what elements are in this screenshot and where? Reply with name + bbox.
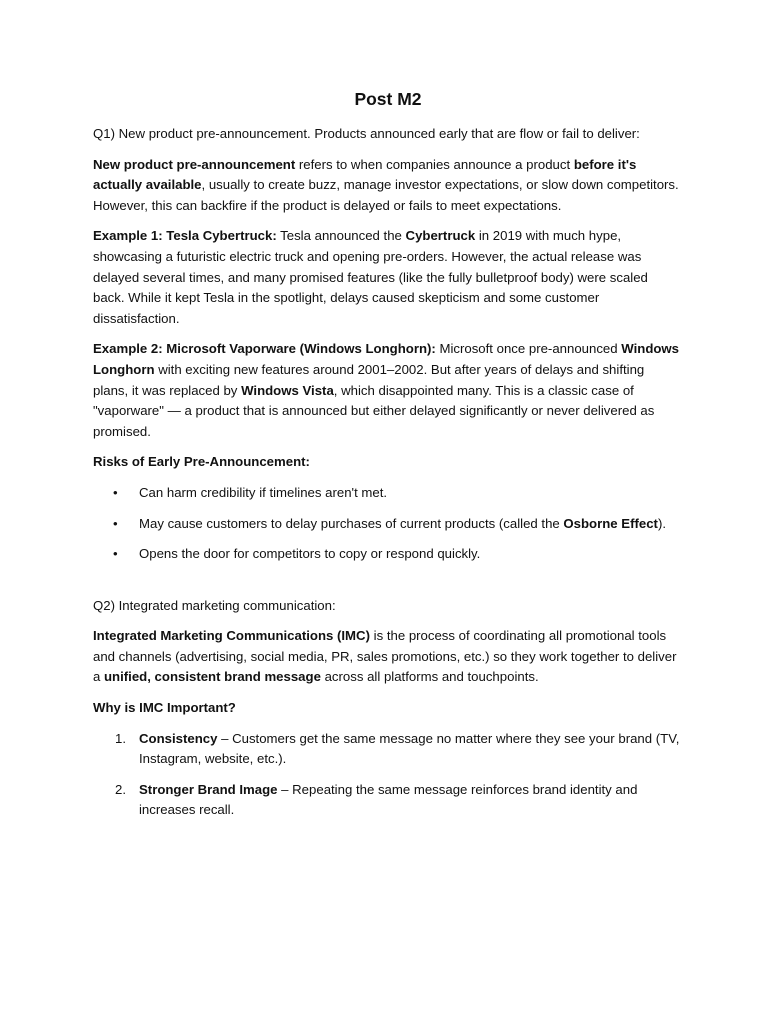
risk-2-text-2: ). <box>657 515 666 531</box>
example-2-paragraph <box>93 339 683 442</box>
q1-intro-bold-1: before it's actually available <box>93 156 637 193</box>
example-2-bold-1: Windows Longhorn <box>93 341 680 377</box>
list-item <box>93 514 683 535</box>
risks-heading-text: Risks of Early Pre-Announcement: <box>93 454 310 470</box>
risks-list <box>93 483 683 565</box>
reason-1-term: Consistency <box>139 730 218 746</box>
example-1-text-2: in 2019 with much hype, showcasing a futuristic electric truck and opening pre-orders. However, the actual release was delayed several times, and many promised features (like the fully bulletproof body) were scaled back. While it kept Tesla in the spotlight, delays caused skepticism and some customer dissatisfaction. <box>93 228 648 326</box>
q2-intro-bold-1: unified, consistent brand message <box>104 669 321 685</box>
q1-intro-text-1: refers to when companies announce a product <box>295 156 574 172</box>
risk-2-bold: Osborne Effect <box>563 515 658 531</box>
why-heading <box>93 698 683 719</box>
q2-question: Q2) Integrated marketing communication: <box>93 597 336 613</box>
example-2-bold-2: Windows Vista <box>241 382 334 398</box>
list-item <box>93 780 683 821</box>
list-item <box>93 544 683 565</box>
document-body <box>93 86 683 831</box>
term-imc: Integrated Marketing Communications (IMC) <box>93 628 370 644</box>
example-1-paragraph <box>93 226 683 329</box>
risks-heading <box>93 452 683 473</box>
example-1-bold-1: Cybertruck <box>405 228 476 244</box>
list-item <box>93 729 683 770</box>
term-new-product-pre-announcement: New product pre-announcement <box>93 156 296 172</box>
list-number: 1. <box>115 730 126 746</box>
q2-intro-text-2: across all platforms and touchpoints. <box>320 669 539 685</box>
bullet-icon: • <box>113 484 118 500</box>
section-spacer <box>93 575 683 596</box>
page-title: Post M2 <box>354 89 422 109</box>
example-2-text-2: with exciting new features around 2001–2002. But after years of delays and shifting plans, it was replaced by <box>93 361 645 398</box>
example-2-text-1: Microsoft once pre-announced <box>435 341 622 357</box>
q2-intro-text-1: is the process of coordinating all promotional tools and channels (advertising, social media, PR, sales promotions, etc.) so they work together to deliver a <box>93 628 677 685</box>
reason-2-term: Stronger Brand Image <box>139 781 278 797</box>
risk-1-text: Can harm credibility if timelines aren't met. <box>139 484 388 500</box>
example-1-text-1: Tesla announced the <box>276 228 406 244</box>
list-item <box>93 483 683 504</box>
q1-intro-paragraph <box>93 155 683 217</box>
example-2-label: Example 2: Microsoft Vaporware (Windows Longhorn): <box>93 341 436 357</box>
reason-1-text: – Customers get the same message no matter where they see your brand (TV, Instagram, website, etc.). <box>139 730 680 767</box>
why-heading-text: Why is IMC Important? <box>93 700 236 716</box>
q1-question: Q1) New product pre-announcement. Products announced early that are flow or fail to deliver: <box>93 126 640 141</box>
list-number: 2. <box>115 781 126 797</box>
reason-2-text: – Repeating the same message reinforces brand identity and increases recall. <box>139 781 638 818</box>
example-2-text-3: , which disappointed many. This is a classic case of "vaporware" — a product that is announced but either delayed significantly or never delivered as promised. <box>93 382 655 439</box>
q2-intro-paragraph <box>93 626 683 688</box>
bullet-icon: • <box>113 546 118 562</box>
q1-intro-text-2: , usually to create buzz, manage investor expectations, or slow down competitors. However, this can backfire if the product is delayed or fails to meet expectations. <box>93 177 679 213</box>
example-1-label: Example 1: Tesla Cybertruck: <box>93 228 277 244</box>
bullet-icon: • <box>113 515 118 531</box>
risk-3-text: Opens the door for competitors to copy or respond quickly. <box>139 546 481 562</box>
reasons-list <box>93 729 683 821</box>
risk-2-text-1: May cause customers to delay purchases of current products (called the <box>139 515 564 531</box>
